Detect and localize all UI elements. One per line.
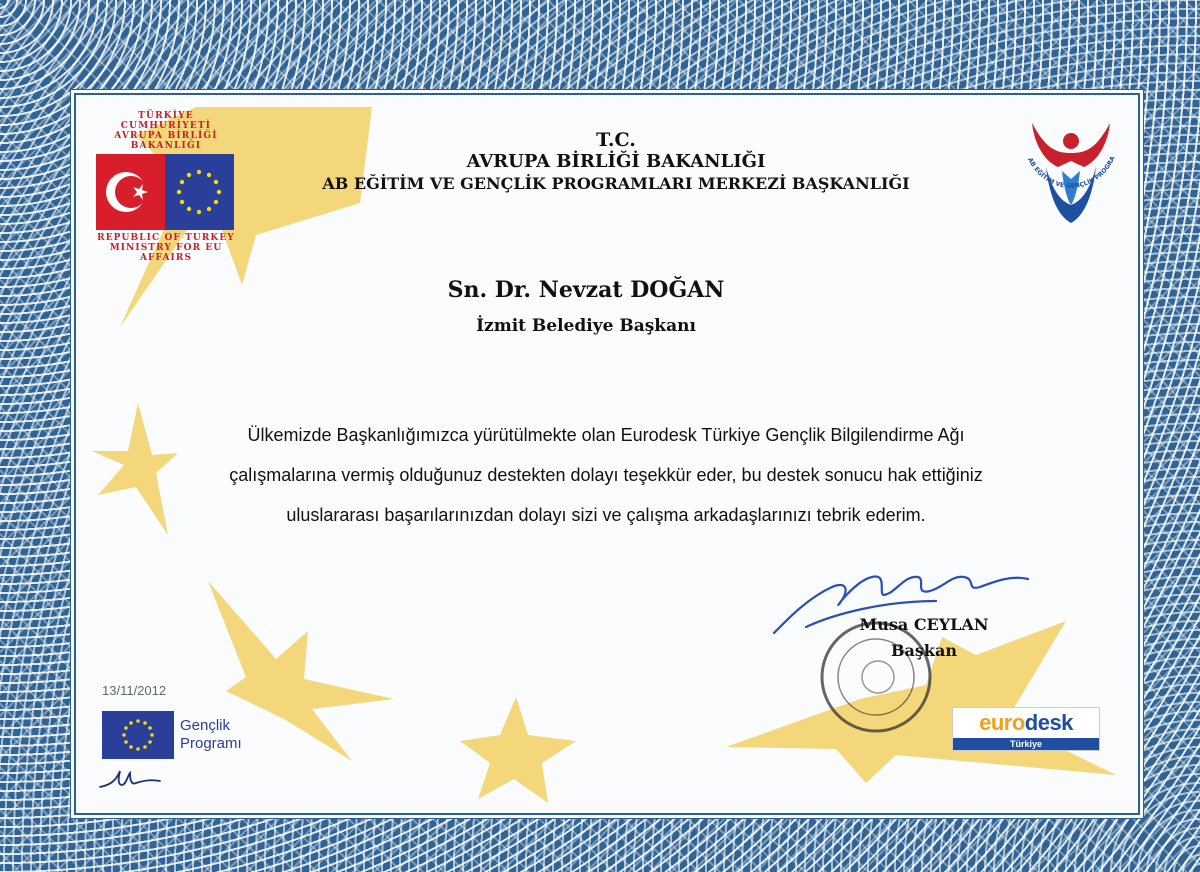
turkey-flag-icon [96, 154, 165, 230]
star-bottom-center [460, 697, 576, 803]
youth-programme-label [180, 717, 242, 753]
youth-programme-line1: Gençlik [180, 717, 231, 734]
header-ministry: AVRUPA BİRLİĞİ BAKANLIĞI [466, 151, 766, 172]
issue-date: 13/11/2012 [102, 683, 167, 698]
tulip-figure-icon [1016, 109, 1126, 239]
header-tc: T.C. [596, 129, 636, 151]
ministry-eu-affairs-logo [96, 111, 236, 263]
official-stamp-icon [822, 623, 930, 731]
certificate-panel [74, 93, 1140, 815]
body-line-2: çalışmalarına vermiş olduğunuz destekten dolayı teşekkür eder, bu destek sonucu hak ettiğiniz [229, 465, 983, 485]
recipient-block [276, 275, 896, 341]
eurodesk-desk: desk [1024, 710, 1073, 735]
eu-flag-icon [165, 154, 234, 230]
ua-center-logo [1016, 109, 1126, 239]
signatory-title: Başkan [891, 641, 957, 660]
initials-signature-icon [96, 763, 176, 793]
recipient-title: İzmit Belediye Başkanı [476, 316, 696, 336]
ua-ring-text: AB EĞİTİM VE GENÇLİK PROGRA [1026, 155, 1117, 190]
mfa-top-line2: AVRUPA BİRLİĞİ BAKANLIĞI [114, 131, 218, 151]
eurodesk-country: Türkiye [953, 738, 1099, 750]
header-center: AB EĞİTİM VE GENÇLİK PROGRAMLARI MERKEZİ BAŞKANLIĞI [322, 174, 910, 193]
mfa-top-line1: TÜRKİYE CUMHURİYETİ [120, 111, 212, 131]
certificate-body [136, 415, 1076, 535]
eurodesk-logo [952, 707, 1100, 751]
mfa-bottom-line2: MINISTRY FOR EU AFFAIRS [109, 243, 223, 263]
certificate-header [306, 129, 926, 195]
mfa-bottom-line1: REPUBLIC OF TURKEY [97, 233, 235, 243]
youth-programme-line2: Programı [180, 735, 242, 752]
youth-programme-logo [102, 711, 242, 759]
eurodesk-euro: euro [979, 710, 1025, 735]
eurodesk-wordmark [953, 708, 1099, 738]
body-line-3: uluslararası başarılarınızdan dolayı sizi ve çalışma arkadaşlarınızı tebrik ederim. [286, 505, 926, 525]
mfa-flags [96, 154, 234, 230]
eu-flag-small-icon [102, 711, 174, 759]
signatory-name: Musa CEYLAN [859, 615, 989, 634]
recipient-name: Sn. Dr. Nevzat DOĞAN [447, 277, 725, 303]
body-line-1: Ülkemizde Başkanlığımızca yürütülmekte olan Eurodesk Türkiye Gençlik Bilgilendirme Ağı [247, 425, 965, 445]
